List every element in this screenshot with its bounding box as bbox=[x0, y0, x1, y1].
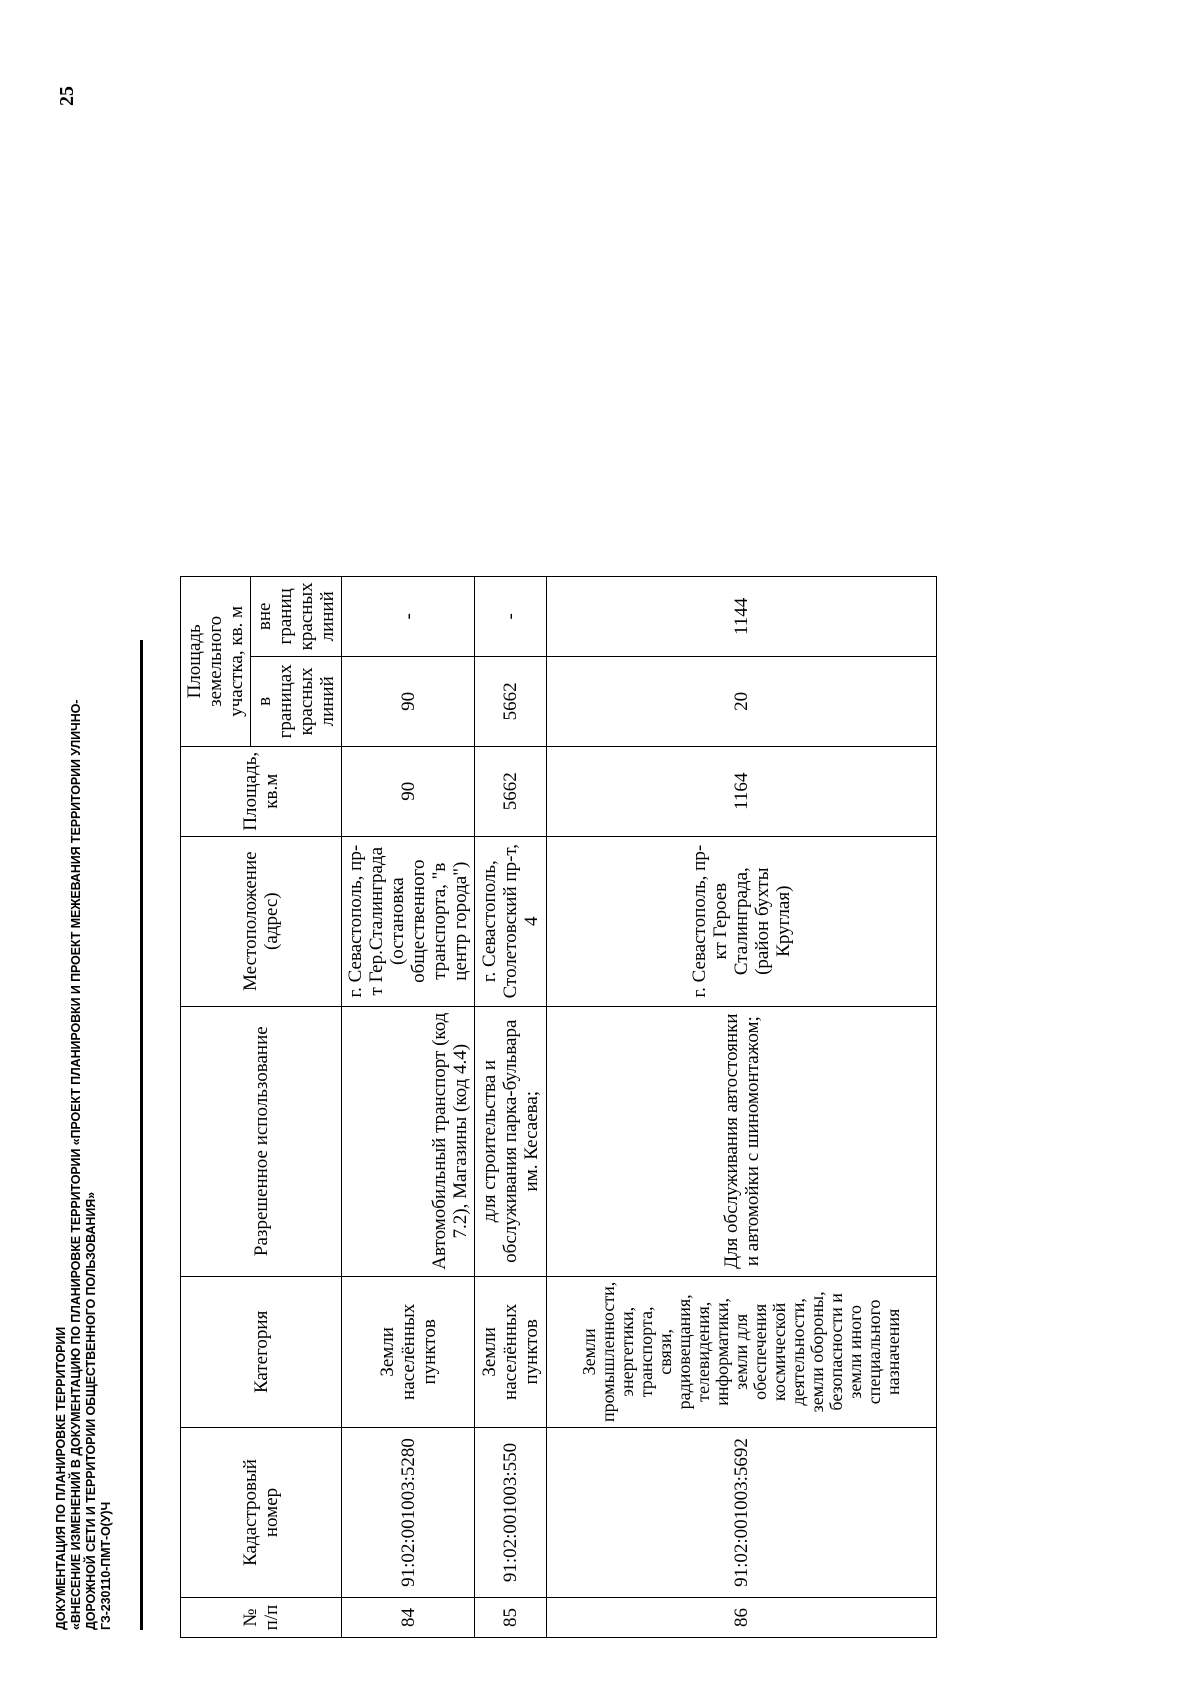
cell-category: Земли населённых пунктов bbox=[342, 1276, 475, 1427]
cell-inside: 5662 bbox=[475, 656, 547, 746]
header-num: № п/п bbox=[181, 1598, 342, 1638]
cell-location: г. Севастополь, пр-т Гер.Сталинграда (остановка общественного транспорта, "в центр города") bbox=[342, 836, 475, 1006]
cell-cadastral: 91:02:001003:550 bbox=[475, 1428, 547, 1598]
header-inside: в границах красных линий bbox=[251, 656, 342, 746]
cell-use: для строительства и обслуживания парка-бульвара им. Кесаева; bbox=[475, 1006, 547, 1276]
header-line-2: «ВНЕСЕНИЕ ИЗМЕНЕНИЙ В ДОКУМЕНТАЦИЮ ПО ПЛАНИРОВКЕ ТЕРРИТОРИИ «ПРОЕКТ ПЛАНИРОВКИ И ПРОЕКТ МЕЖЕВАНИЯ ТЕРРИТОРИИ УЛИЧНО- bbox=[69, 699, 83, 1630]
cell-use: Автомобильный транспорт (код 7.2), Магазины (код 4.4) bbox=[342, 1006, 475, 1276]
document-header bbox=[54, 580, 114, 1630]
cell-outside: 1144 bbox=[547, 576, 937, 656]
header-rule bbox=[140, 640, 143, 1630]
table-header-row bbox=[181, 576, 251, 1637]
header-area: Площадь, кв.м bbox=[181, 746, 342, 836]
header-area-group: Площадь земельного участка, кв. м bbox=[181, 576, 251, 746]
cell-num: 86 bbox=[547, 1598, 937, 1638]
cell-location: г. Севастополь, пр-кт Героев Сталинграда, (район бухты Круглая) bbox=[547, 836, 937, 1006]
table-row bbox=[342, 576, 475, 1637]
cell-cadastral: 91:02:001003:5280 bbox=[342, 1428, 475, 1598]
cell-num: 84 bbox=[342, 1598, 475, 1638]
header-cadastral: Кадастровый номер bbox=[181, 1428, 342, 1598]
header-line-3: ДОРОЖНОЙ СЕТИ И ТЕРРИТОРИИ ОБЩЕСТВЕННОГО ПОЛЬЗОВАНИЯ» bbox=[84, 1192, 98, 1630]
cell-area: 1164 bbox=[547, 746, 937, 836]
header-use: Разрешенное использование bbox=[181, 1006, 342, 1276]
header-line-4: ГЗ-230110-ПМТ-О(У)Ч bbox=[99, 1501, 113, 1630]
header-location: Местоположение (адрес) bbox=[181, 836, 342, 1006]
header-category: Категория bbox=[181, 1276, 342, 1427]
cell-num: 85 bbox=[475, 1598, 547, 1638]
cell-category: Земли промышленности, энергетики, транспорта, связи, радиовещания, телевидения, информатики, земли для обеспечения космической деятельности, земли обороны, безопасности и земли иного специального назначения bbox=[547, 1276, 937, 1427]
cell-inside: 90 bbox=[342, 656, 475, 746]
header-line-1: ДОКУМЕНТАЦИЯ ПО ПЛАНИРОВКЕ ТЕРРИТОРИИ bbox=[54, 1326, 68, 1630]
cell-cadastral: 91:02:001003:5692 bbox=[547, 1428, 937, 1598]
cell-outside: - bbox=[342, 576, 475, 656]
land-plot-table bbox=[180, 576, 937, 1638]
table-row bbox=[475, 576, 547, 1637]
cell-use: Для обслуживания автостоянки и автомойки с шиномонтажом; bbox=[547, 1006, 937, 1276]
cell-area: 5662 bbox=[475, 746, 547, 836]
cell-outside: - bbox=[475, 576, 547, 656]
page-number: 25 bbox=[56, 86, 78, 106]
cell-category: Земли населённых пунктов bbox=[475, 1276, 547, 1427]
table-row bbox=[547, 576, 937, 1637]
cell-area: 90 bbox=[342, 746, 475, 836]
cell-inside: 20 bbox=[547, 656, 937, 746]
cell-location: г. Севастополь, Столетовский пр-т, 4 bbox=[475, 836, 547, 1006]
header-outside: вне границ красных линий bbox=[251, 576, 342, 656]
